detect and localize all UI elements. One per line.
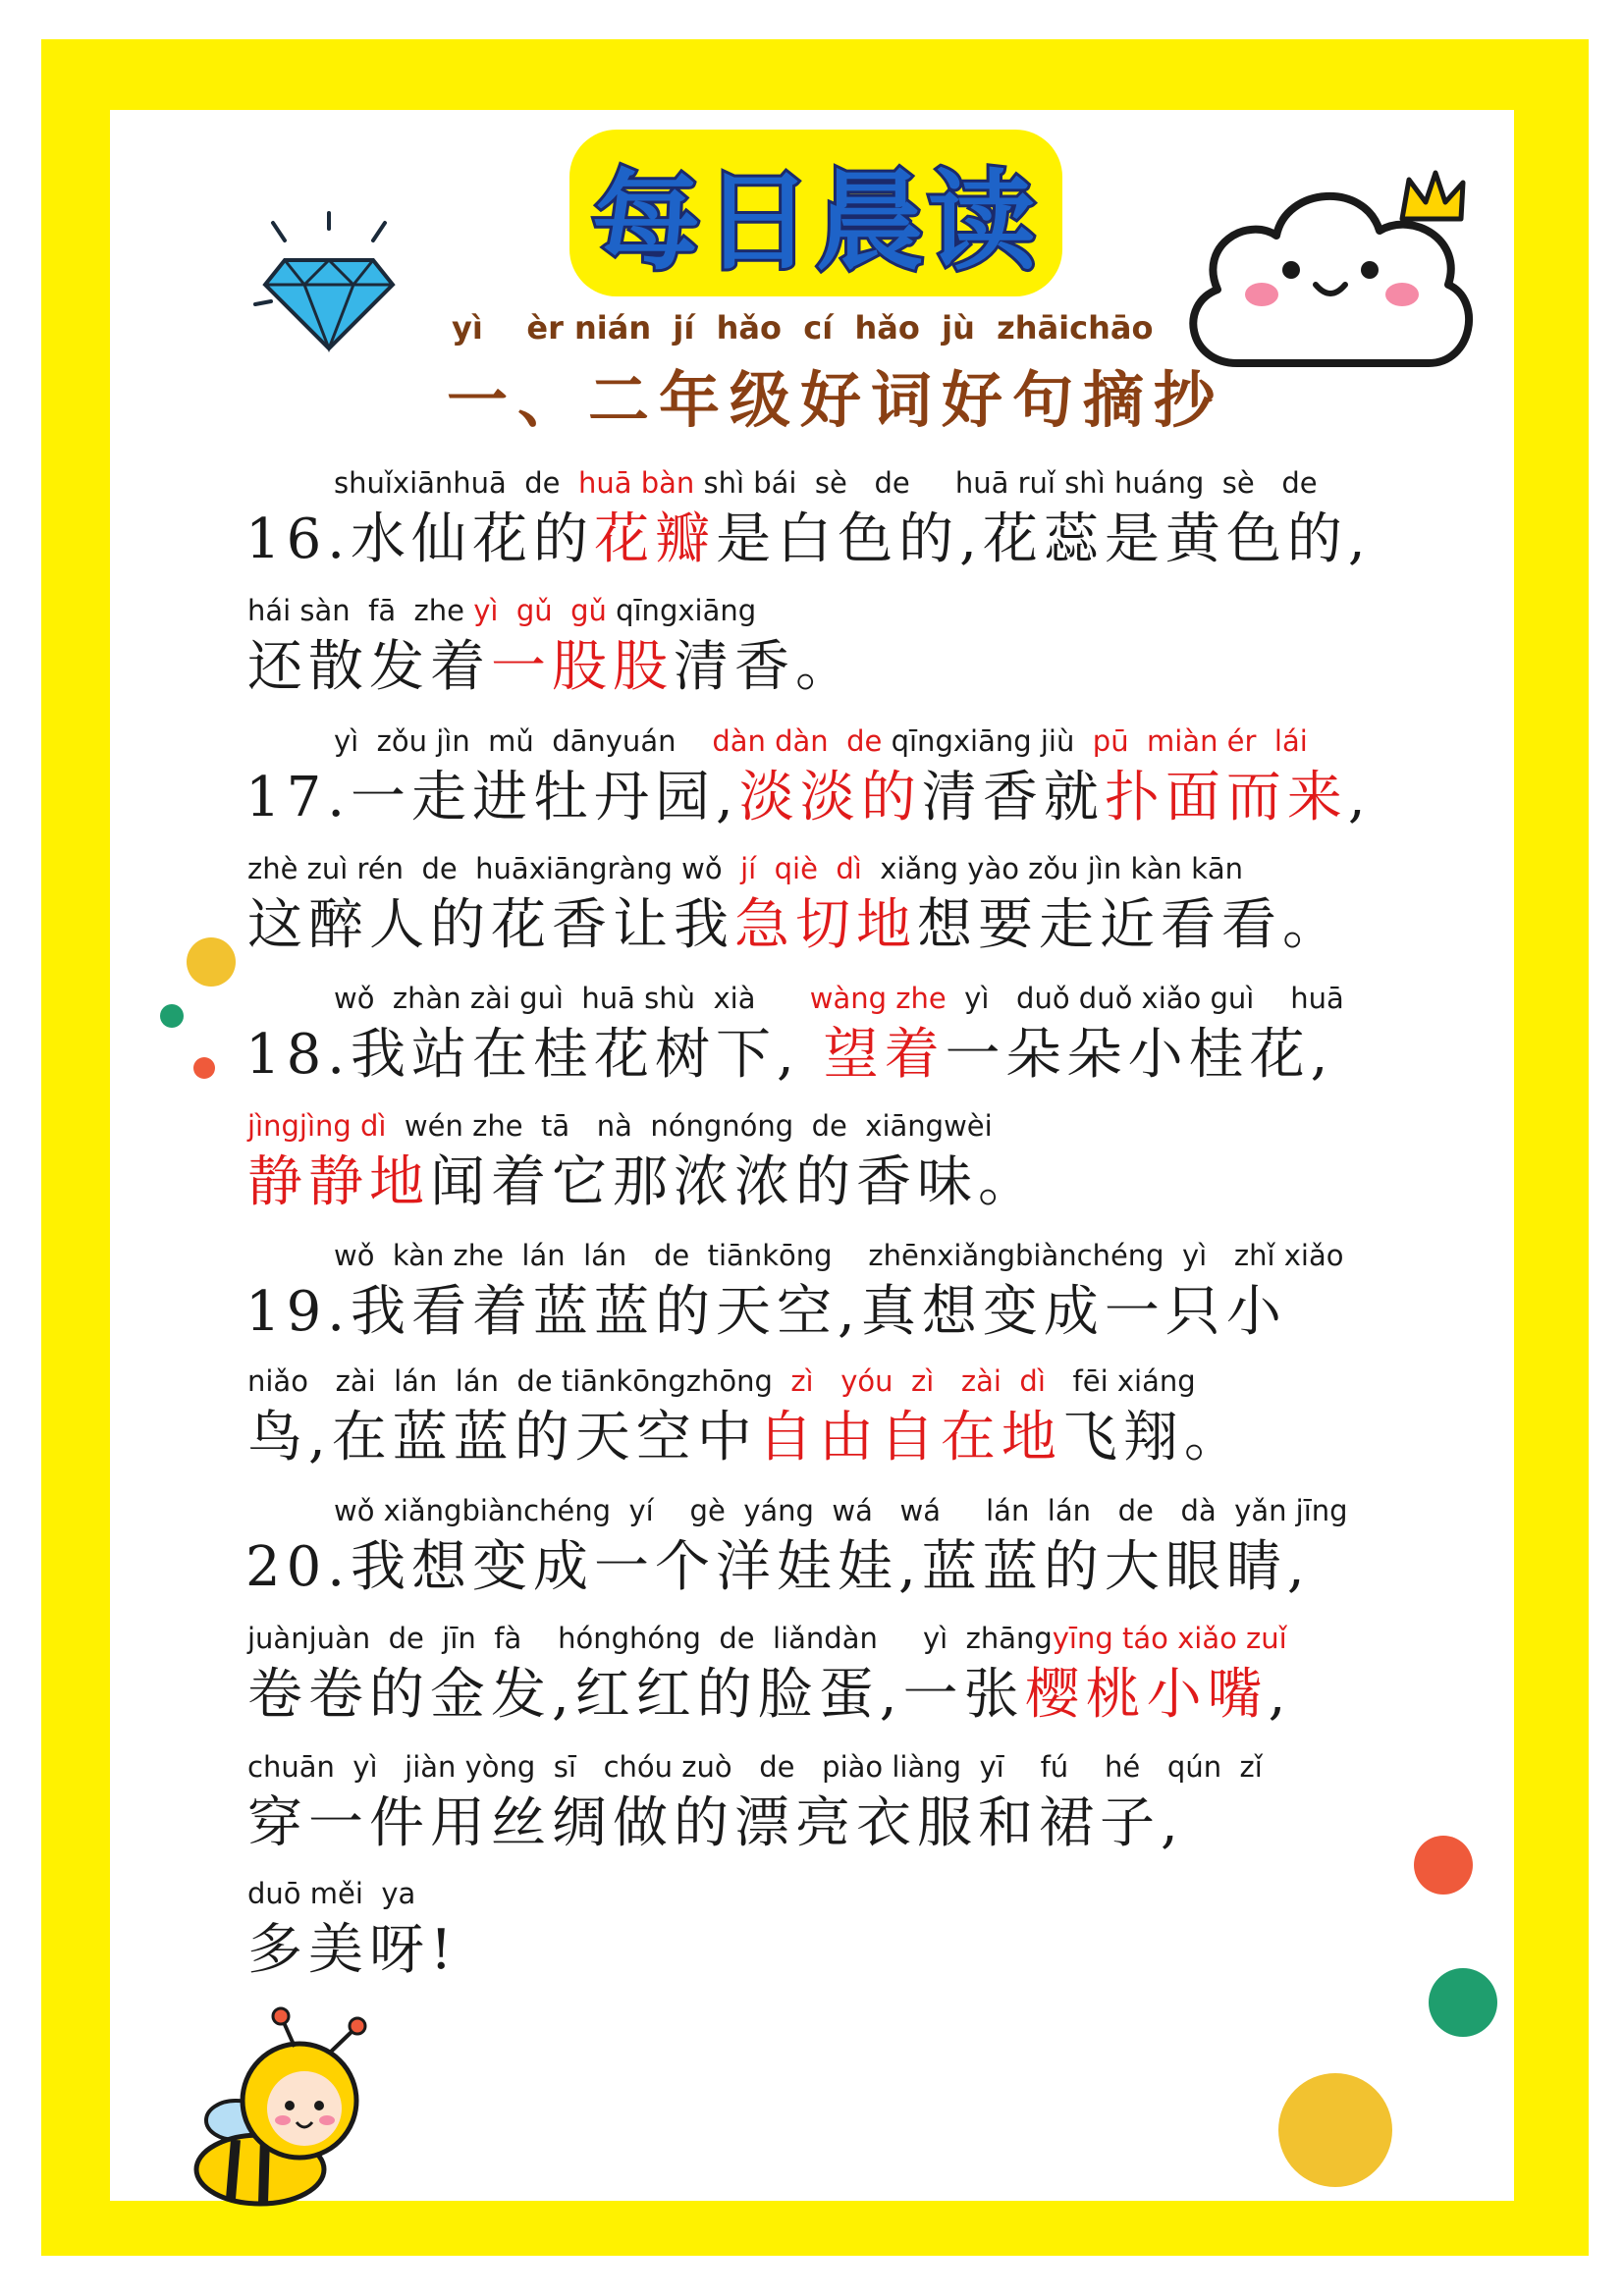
hanzi-text: 清香就 [921,766,1105,829]
pinyin-highlight: jìngjìng dì [247,1109,387,1143]
pinyin-text: wǒ zhàn zài guì huā shù xià [334,982,810,1015]
hanzi-text: 20.我想变成一个洋娃娃,蓝蓝的大眼睛, [245,1535,1311,1599]
hanzi-text: 多美呀! [247,1918,459,1982]
hanzi-text: 一朵朵小桂花, [945,1023,1334,1087]
hanzi-text: 闻着它那浓浓的香味。 [430,1150,1039,1214]
hanzi-text: 穿一件用丝绸做的漂亮衣服和裙子, [247,1791,1184,1855]
hanzi-text: 清香。 [674,635,856,699]
pinyin-line [334,982,1344,1015]
badge-text: 每日晨读 [592,159,1040,285]
pinyin-text: juànjuàn de jīn fà hónghóng de liǎndàn yì zhāng [247,1622,1053,1655]
hanzi-text: 想要走近看看。 [917,893,1343,957]
hanzi-highlight: 扑面而来 [1104,766,1348,829]
hanzi-highlight: 一股股 [491,635,674,699]
pinyin-line [334,1494,1348,1527]
pinyin-line [247,852,1243,885]
title-pinyin: yì èr nián jí hǎo cí hǎo jù zhāichāo [452,309,1154,347]
pinyin-text: duō měi ya [247,1877,416,1910]
pinyin-text: hái sàn fā zhe [247,594,474,627]
hanzi-highlight: 急切地 [734,893,917,957]
pinyin-text: qīngxiāng [606,594,757,627]
hanzi-line [247,1148,1039,1217]
hanzi-highlight: 自由自在地 [757,1406,1062,1469]
pinyin-line [334,1239,1344,1272]
pinyin-line [247,1109,993,1143]
hanzi-highlight: 静静地 [247,1150,430,1214]
hanzi-line [247,1661,1291,1730]
hanzi-text: 这醉人的花香让我 [247,893,734,957]
pinyin-highlight: yīng táo xiǎo zuǐ [1052,1622,1287,1655]
pinyin-highlight: zì yóu zì zài dì [790,1364,1046,1398]
pinyin-line [334,724,1308,758]
hanzi-text: 18.我站在桂花树下, [245,1023,824,1087]
hanzi-text: 鸟,在蓝蓝的天空中 [247,1406,758,1469]
pinyin-text: zhè zuì rén de huāxiāngràng wǒ [247,852,741,885]
hanzi-text: 还散发着 [247,635,491,699]
pinyin-text: qīngxiāng jiù [882,724,1093,758]
pinyin-highlight: wàng zhe [809,982,947,1015]
hanzi-line [245,1278,1287,1347]
hanzi-line [245,506,1372,574]
hanzi-line [245,1533,1311,1602]
pinyin-highlight: huā bàn [577,466,695,500]
pinyin-text: wǒ xiǎngbiànchéng yí gè yáng wá wá lán lán de dà yǎn jīng [334,1494,1348,1527]
pinyin-text: wǒ kàn zhe lán lán de tiānkōng zhēnxiǎngbiànchéng yì zhǐ xiǎo [334,1239,1344,1272]
hanzi-line [247,891,1343,960]
pinyin-text: shì bái sè de huā ruǐ shì huáng sè de [694,466,1318,500]
pinyin-text: fēi xiáng [1045,1364,1196,1398]
pinyin-line [247,594,756,627]
hanzi-line [247,1404,1245,1472]
pinyin-text: niǎo zài lán lán de tiānkōngzhōng [247,1364,791,1398]
hanzi-line [247,633,856,702]
pinyin-highlight: pū miàn ér lái [1092,724,1308,758]
pinyin-highlight: yì gǔ gǔ [473,594,607,627]
pinyin-text: chuān yì jiàn yòng sī chóu zuò de piào liàng yī fú hé qún zǐ [247,1750,1263,1784]
pinyin-text: yì zǒu jìn mǔ dānyuán [334,724,713,758]
pinyin-text: shuǐxiānhuā de [334,466,578,500]
pinyin-line [247,1364,1196,1398]
hanzi-line [245,764,1372,832]
hanzi-text: 飞翔。 [1061,1406,1245,1469]
hanzi-line [247,1789,1184,1858]
pinyin-line [247,1877,415,1910]
pinyin-text: xiǎng yào zǒu jìn kàn kān [861,852,1244,885]
hanzi-text: 17.一走进牡丹园, [245,766,739,829]
page-title: 一、二年级好词好句摘抄 [447,364,1225,436]
hanzi-text: 16.水仙花的 [245,507,595,571]
hanzi-line [247,1916,459,1985]
pinyin-line [247,1622,1287,1655]
pinyin-highlight: jí qiè dì [740,852,862,885]
hanzi-highlight: 花瓣 [594,507,717,571]
pinyin-line [247,1750,1263,1784]
hanzi-text: 是白色的,花蕊是黄色的, [716,507,1372,571]
pinyin-line [334,466,1318,500]
pinyin-text: wén zhe tā nà nóngnóng de xiāngwèi [386,1109,993,1143]
pinyin-text: yì duǒ duǒ xiǎo guì huā [946,982,1344,1015]
hanzi-highlight: 樱桃小嘴 [1024,1663,1269,1727]
pinyin-highlight: dàn dàn de [712,724,883,758]
hanzi-text: , [1268,1663,1292,1727]
hanzi-text: 19.我看着蓝蓝的天空,真想变成一只小 [245,1280,1287,1344]
hanzi-highlight: 望着 [823,1023,946,1087]
hanzi-text: 卷卷的金发,红红的脸蛋,一张 [247,1663,1025,1727]
hanzi-line [245,1021,1333,1090]
hanzi-highlight: 淡淡的 [738,766,922,829]
hanzi-text: , [1347,766,1372,829]
